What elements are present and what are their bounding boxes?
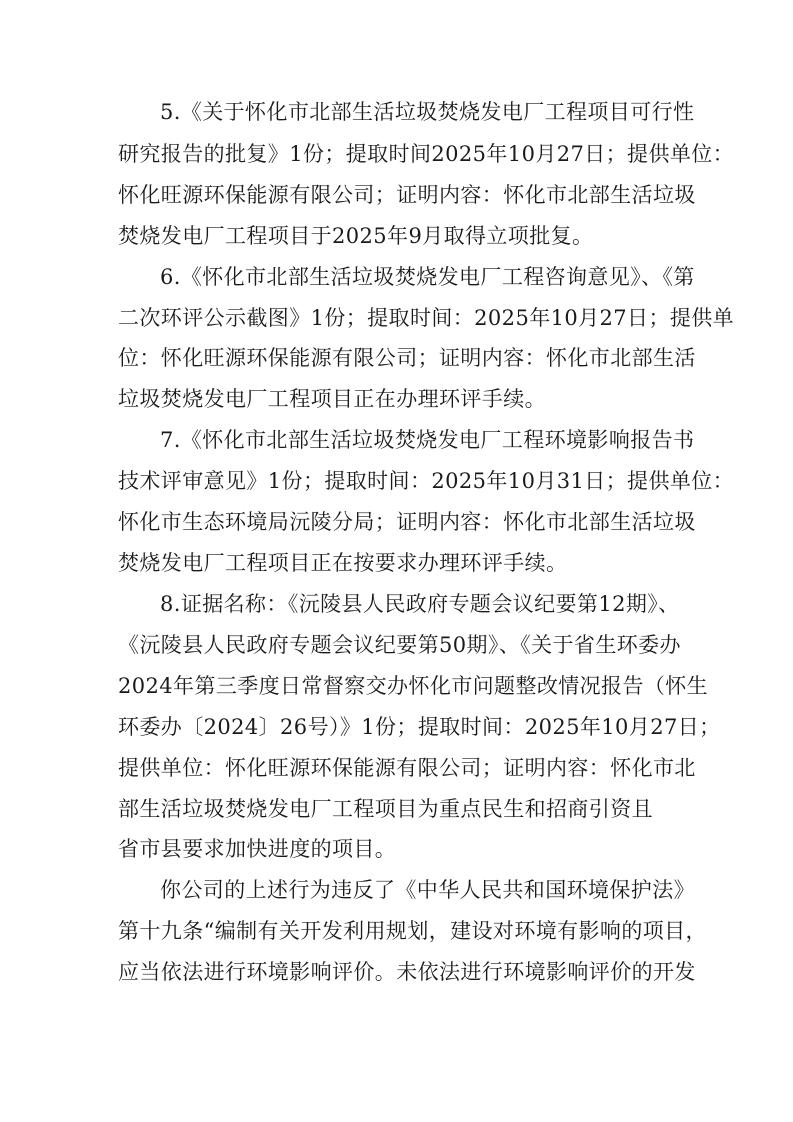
para-6-line-3: 位：怀化旺源环保能源有限公司；证明内容：怀化市北部生活 <box>118 346 696 370</box>
para-9-line-3: 应当依法进行环境影响评价。未依法进行环境影响评价的开发 <box>118 960 696 984</box>
para-9-line-2: 第十九条“编制有关开发利用规划，建设对环境有影响的项目， <box>118 919 707 943</box>
para-9-line-1: 你公司的上述行为违反了《中华人民共和国环境保护法》 <box>160 878 695 902</box>
para-8-line-5: 提供单位：怀化旺源环保能源有限公司；证明内容：怀化市北 <box>118 756 696 780</box>
para-8-line-6: 部生活垃圾焚烧发电厂工程项目为重点民生和招商引资且 <box>118 797 653 821</box>
para-7-line-3: 怀化市生态环境局沅陵分局；证明内容：怀化市北部生活垃圾 <box>118 510 696 534</box>
para-7-line-4: 焚烧发电厂工程项目正在按要求办理环评手续。 <box>118 551 568 575</box>
para-8-line-4: 环委办〔2024〕26号）》1份；提取时间：2025年10月27日； <box>118 715 721 739</box>
para-8-line-7: 省市县要求加快进度的项目。 <box>118 837 397 861</box>
para-7-line-2: 技术评审意见》1份；提取时间：2025年10月31日；提供单位： <box>118 469 735 493</box>
para-5-line-3: 怀化旺源环保能源有限公司；证明内容：怀化市北部生活垃圾 <box>118 183 696 207</box>
para-5-line-4: 焚烧发电厂工程项目于2025年9月取得立项批复。 <box>118 224 594 248</box>
para-5-line-1: 5.《关于怀化市北部生活垃圾焚烧发电厂工程项目可行性 <box>160 100 695 124</box>
para-6-line-1: 6.《怀化市北部生活垃圾焚烧发电厂工程咨询意见》、《第 <box>160 265 695 289</box>
para-6-line-4: 垃圾焚烧发电厂工程项目正在办理环评手续。 <box>118 387 546 411</box>
para-8-line-3: 2024年第三季度日常督察交办怀化市问题整改情况报告（怀生 <box>118 674 709 698</box>
para-5-line-2: 研究报告的批复》1份；提取时间2025年10月27日；提供单位： <box>118 142 735 166</box>
para-7-line-1: 7.《怀化市北部生活垃圾焚烧发电厂工程环境影响报告书 <box>160 428 695 452</box>
para-8-line-2: 《沅陵县人民政府专题会议纪要第50期》、《关于省生环委办 <box>118 633 681 657</box>
para-6-line-2: 二次环评公示截图》1份；提取时间：2025年10月27日；提供单 <box>118 306 735 330</box>
para-8-line-1: 8.证据名称：《沅陵县人民政府专题会议纪要第12期》、 <box>160 592 680 616</box>
